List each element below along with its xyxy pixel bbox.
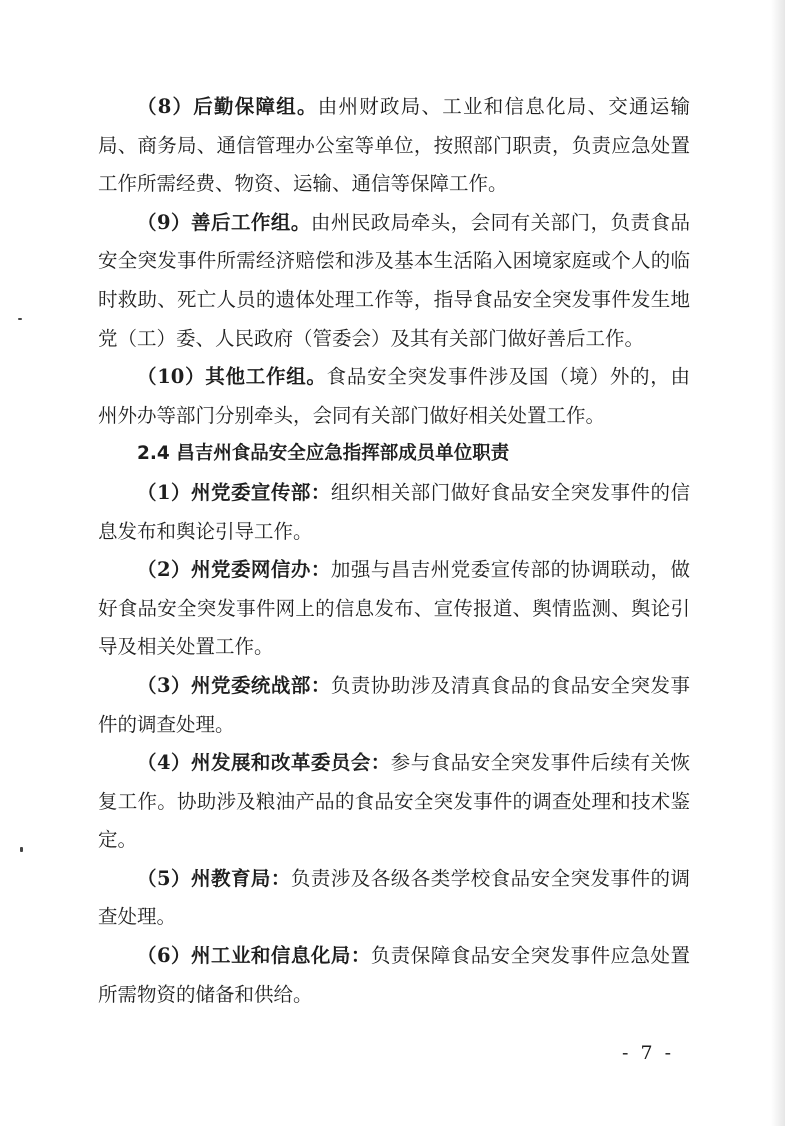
paragraph-text: 食品安全突发事件涉及国（境）外的，由州外办等部门分别牵头，会同有关部门做好相关处置工作。	[98, 365, 690, 427]
document-body	[98, 88, 690, 1014]
duty-lead: （2）州党委网信办：	[137, 558, 331, 582]
duty-lead: （1）州党委宣传部：	[137, 480, 331, 504]
paragraph-lead: （10）其他工作组。	[137, 365, 327, 389]
duty-lead: （4）州发展和改革委员会：	[137, 751, 391, 775]
paragraph-text: 由州民政局牵头，会同有关部门，负责食品安全突发事件所需经济赔偿和涉及基本生活陷入困境家庭或个人的临时救助、死亡人员的遗体处理工作等，指导食品安全突发事件发生地党（工）委、人民政府（管委会）及其有关部门做好善后工作。	[98, 210, 690, 350]
duty-text: 负责涉及各级各类学校食品安全突发事件的调查处理。	[98, 866, 690, 929]
scan-speck	[18, 318, 22, 320]
scan-speck	[20, 847, 23, 852]
page-number: - 7 -	[622, 1042, 675, 1064]
duty-text: 负责协助涉及清真食品的食品安全突发事件的调查处理。	[98, 673, 690, 736]
paragraph-lead: （8）后勤保障组。	[137, 95, 318, 118]
section-heading: 2.4 昌吉州食品安全应急指挥部成员单位职责	[137, 443, 510, 465]
duty-text: 负责保障食品安全突发事件应急处置所需物资的储备和供给。	[98, 944, 690, 1006]
duty-lead: （6）州工业和信息化局：	[137, 944, 371, 968]
duty-text: 加强与昌吉州党委宣传部的协调联动，做好食品安全突发事件网上的信息发布、宣传报道、舆情监测、舆论引导及相关处置工作。	[98, 558, 690, 659]
scan-edge-shadow	[771, 0, 785, 1126]
duty-lead: （3）州党委统战部：	[137, 673, 331, 697]
paragraph-other-group	[98, 358, 690, 435]
duty-education	[98, 860, 690, 937]
duty-united-front	[98, 667, 690, 744]
duty-text: 参与食品安全突发事件后续有关恢复工作。协助涉及粮油产品的食品安全突发事件的调查处理和技术鉴定。	[98, 751, 690, 852]
duty-development-reform	[98, 744, 690, 860]
paragraph-logistics-group	[98, 88, 690, 204]
duty-cyberspace	[98, 551, 690, 667]
duty-text: 组织相关部门做好食品安全突发事件的信息发布和舆论引导工作。	[98, 480, 690, 543]
duty-industry-it	[98, 937, 690, 1014]
paragraph-aftermath-group	[98, 204, 690, 358]
paragraph-text: 由州财政局、工业和信息化局、交通运输局、商务局、通信管理办公室等单位，按照部门职责，负责应急处置工作所需经费、物资、运输、通信等保障工作。	[98, 95, 690, 196]
duty-lead: （5）州教育局：	[137, 866, 291, 890]
paragraph-lead: （9）善后工作组。	[137, 210, 311, 234]
duty-propaganda	[98, 474, 690, 551]
